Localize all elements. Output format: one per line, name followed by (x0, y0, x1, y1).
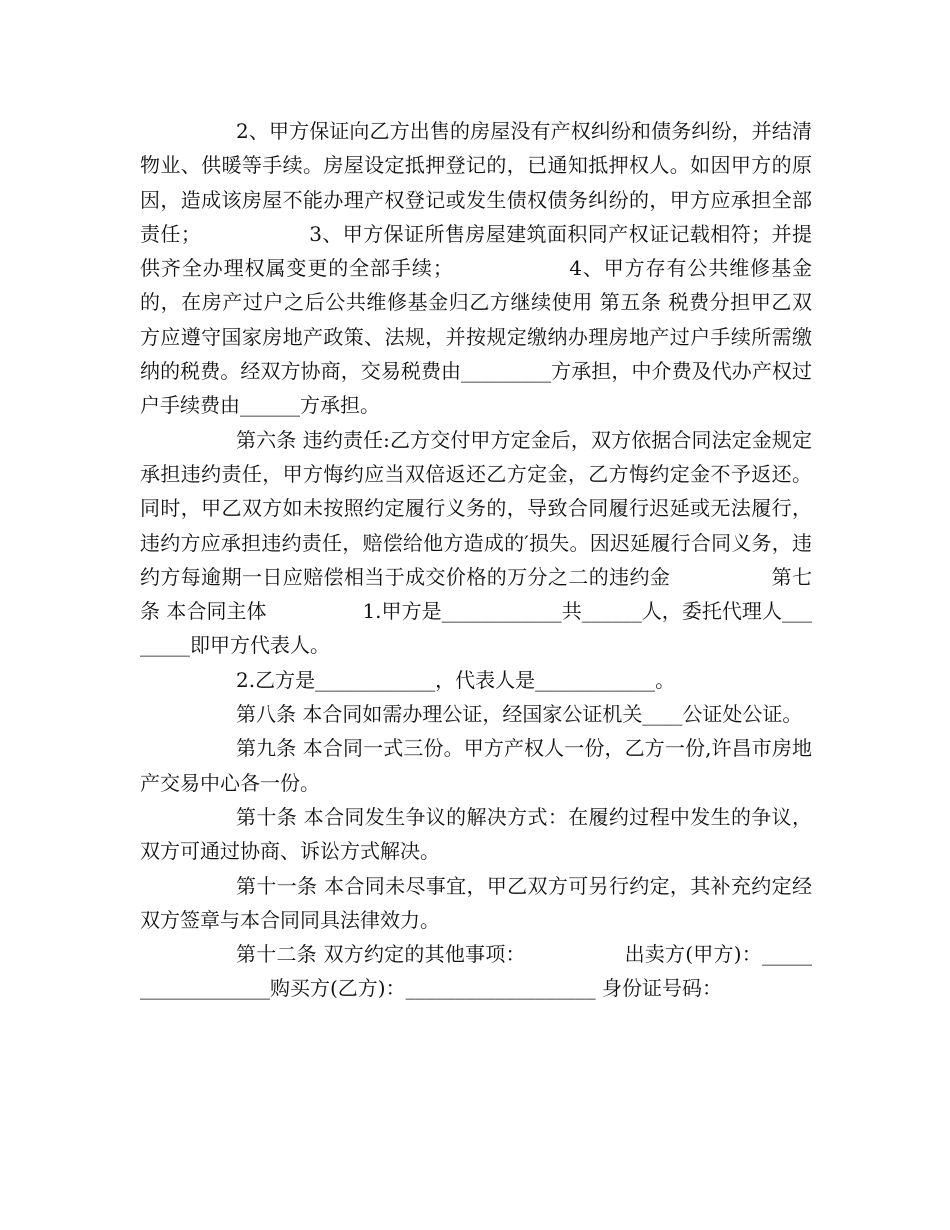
clause-supplementary: 第十一条 本合同未尽事宜，甲乙双方可另行约定，其补充约定经双方签章与本合同同具法律效力。 (140, 873, 812, 932)
contract-body (140, 114, 812, 1006)
clause-dispute-resolution: 第十条 本合同发生争议的解决方式：在履约过程中发生的争议，双方可通过协商、诉讼方式解决。 (140, 804, 812, 864)
clause-seller-guarantees: 2、甲方保证向乙方出售的房屋没有产权纠纷和债务纠纷，并结清物业、供暖等手续。房屋设定抵押登记的，已通知抵押权人。如因甲方的原因，造成该房屋不能办理产权登记或发生债权债务纠纷的，甲方应承担全部责任； 3、甲方保证所售房屋建筑面积同产权证记载相符；并提供齐全办理权属变更的全部手续； 4、甲方存有公共维修基金的，在房产过户之后公共维修基金归乙方继续使用 第五条 税费分担甲乙双方应遵守国家房地产政策、法规，并按规定缴纳办理房地产过户手续所需缴纳的税费。经双方协商，交易税费由_________方承担，中介费及代办产权过户手续费由______方承担。 (140, 119, 812, 418)
clause-other-matters-signatures: 第十二条 双方约定的其他事项： 出卖方(甲方)：__________________购买方(乙方)：___________________ 身份证号码： (140, 942, 812, 1001)
clause-buyer-party: 2.乙方是____________，代表人是____________。 (236, 667, 676, 692)
clause-notarization: 第八条 本合同如需办理公证，经国家公证机关____公证处公证。 (236, 702, 803, 727)
clause-copies: 第九条 本合同一式三份。甲方产权人一份，乙方一份,许昌市房地产交易中心各一份。 (140, 736, 812, 795)
clause-breach-liability: 第六条 违约责任:乙方交付甲方定金后，双方依据合同法定金规定承担违约责任，甲方悔约应当双倍返还乙方定金，乙方悔约定金不予返还。同时，甲乙双方如未按照约定履行义务的，导致合同履行迟延或无法履行，违约方应承担违约责任，赔偿给他方造成的′损失。因迟延履行合同义务，违约方每逾期一日应赔偿相当于成交价格的万分之二的违约金 第七条 本合同主体 1.甲方是____________共______人，委托代理人________即甲方代表人。 (140, 427, 812, 658)
